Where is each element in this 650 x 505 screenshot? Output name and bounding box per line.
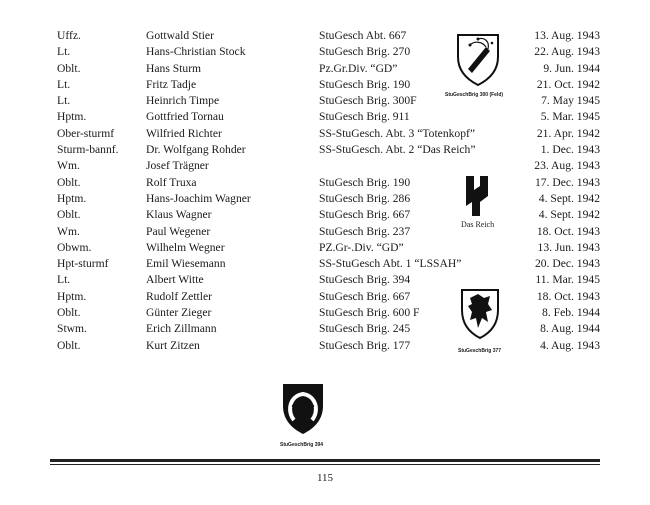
table-row xyxy=(0,272,650,288)
name-cell: Paul Wegener xyxy=(146,224,211,238)
table-row xyxy=(0,109,650,125)
table-row xyxy=(0,338,650,354)
date-cell: 8. Feb. 1944 xyxy=(542,306,600,320)
emblem-stugeschbrig-300 xyxy=(456,33,500,92)
rank-cell: Sturm-bannf. xyxy=(57,143,119,157)
rank-cell: Hpt-sturmf xyxy=(57,257,109,271)
date-cell: 23. Aug. 1943 xyxy=(534,159,600,173)
footer-rule-thin xyxy=(50,464,600,465)
date-cell: 13. Jun. 1943 xyxy=(537,240,600,254)
wolfsangel-icon xyxy=(462,174,492,218)
date-cell: 21. Apr. 1942 xyxy=(536,126,600,140)
rank-cell: Ober-sturmf xyxy=(57,126,115,140)
name-cell: Albert Witte xyxy=(146,273,204,287)
table-row xyxy=(0,240,650,256)
table-row xyxy=(0,191,650,207)
unit-cell: StuGesch Brig. 177 xyxy=(319,338,411,352)
table-row xyxy=(0,77,650,93)
rank-cell: Wm. xyxy=(57,159,80,173)
unit-cell: StuGesch Brig. 245 xyxy=(319,322,411,336)
page-number: 115 xyxy=(316,472,334,484)
name-cell: Rolf Truxa xyxy=(146,175,197,189)
table-row xyxy=(0,142,650,158)
date-cell: 9. Jun. 1944 xyxy=(543,61,600,75)
name-cell: Dr. Wolfgang Rohder xyxy=(146,143,246,157)
unit-cell: StuGesch Brig. 286 xyxy=(319,191,411,205)
rank-cell: Oblt. xyxy=(57,306,81,320)
table-row xyxy=(0,207,650,223)
unit-cell: StuGesch Brig. 667 xyxy=(319,289,411,303)
unit-cell: StuGesch Brig. 190 xyxy=(319,77,411,91)
name-cell: Klaus Wagner xyxy=(146,208,212,222)
unit-cell: StuGesch Brig. 911 xyxy=(319,110,410,124)
rank-cell: Oblt. xyxy=(57,175,81,189)
date-cell: 4. Sept. 1942 xyxy=(538,191,600,205)
date-cell: 5. Mar. 1945 xyxy=(540,110,600,124)
date-cell: 20. Dec. 1943 xyxy=(534,257,600,271)
name-cell: Josef Trägner xyxy=(146,159,209,173)
rank-cell: Obwm. xyxy=(57,240,92,254)
name-cell: Fritz Tadje xyxy=(146,77,197,91)
rank-cell: Lt. xyxy=(57,94,71,108)
award-table xyxy=(0,28,650,354)
name-cell: Wilfried Richter xyxy=(146,126,222,140)
table-row xyxy=(0,175,650,191)
rank-cell: Oblt. xyxy=(57,338,81,352)
date-cell: 8. Aug. 1944 xyxy=(540,322,600,336)
emblem-stugeschbrig-394 xyxy=(281,382,325,441)
table-row xyxy=(0,126,650,142)
rank-cell: Lt. xyxy=(57,45,71,59)
emblem-caption-das-reich: Das Reich xyxy=(461,220,495,229)
date-cell: 21. Oct. 1942 xyxy=(536,77,600,91)
unit-cell: StuGesch Brig. 300F xyxy=(319,94,417,108)
unit-cell: StuGesch Brig. 237 xyxy=(319,224,411,238)
rank-cell: Stwm. xyxy=(57,322,87,336)
name-cell: Wilhelm Wegner xyxy=(146,240,225,254)
name-cell: Kurt Zitzen xyxy=(146,338,200,352)
date-cell: 18. Oct. 1943 xyxy=(536,224,600,238)
name-cell: Heinrich Timpe xyxy=(146,94,220,108)
rank-cell: Uffz. xyxy=(57,29,81,42)
table-row xyxy=(0,289,650,305)
unit-cell: Pz.Gr.Div. “GD” xyxy=(319,61,398,75)
rank-cell: Oblt. xyxy=(57,208,81,222)
date-cell: 4. Aug. 1943 xyxy=(540,338,600,352)
unit-cell: SS-StuGesch Abt. 1 “LSSAH” xyxy=(319,257,462,271)
emblem-das-reich xyxy=(462,174,492,223)
rank-cell: Wm. xyxy=(57,224,80,238)
name-cell: Hans-Christian Stock xyxy=(146,45,246,59)
date-cell: 1. Dec. 1943 xyxy=(540,143,600,157)
date-cell: 18. Oct. 1943 xyxy=(536,289,600,303)
table-row xyxy=(0,93,650,109)
footer-rule-thick xyxy=(50,459,600,462)
unit-cell: SS-StuGesch. Abt. 3 “Totenkopf” xyxy=(319,126,476,140)
table-row xyxy=(0,158,650,174)
name-cell: Rudolf Zettler xyxy=(146,289,213,303)
unit-cell: StuGesch Brig. 667 xyxy=(319,208,411,222)
rank-cell: Hptm. xyxy=(57,110,87,124)
name-cell: Günter Zieger xyxy=(146,306,212,320)
name-cell: Hans Sturm xyxy=(146,61,202,75)
emblem-caption-brig377: StuGeschBrig 377 xyxy=(458,348,502,354)
name-cell: Gottwald Stier xyxy=(146,29,214,42)
rank-cell: Hptm. xyxy=(57,289,87,303)
rank-cell: Hptm. xyxy=(57,191,87,205)
date-cell: 7. May 1945 xyxy=(541,94,600,108)
table-row xyxy=(0,256,650,272)
unit-cell: StuGesch Brig. 394 xyxy=(319,273,411,287)
unit-cell: PZ.Gr-.Div. “GD” xyxy=(319,240,404,254)
name-cell: Emil Wiesemann xyxy=(146,257,226,271)
name-cell: Gottfried Tornau xyxy=(146,110,224,124)
rank-cell: Oblt. xyxy=(57,61,81,75)
emblem-caption-brig394: StuGeschBrig 394 xyxy=(280,442,324,448)
shield-griffin-icon xyxy=(460,288,500,340)
unit-cell: StuGesch Abt. 667 xyxy=(319,29,407,42)
table-row xyxy=(0,44,650,60)
emblem-caption-brig300: StuGeschBrig 300 (Feld) xyxy=(445,92,504,98)
name-cell: Erich Zillmann xyxy=(146,322,217,336)
unit-cell: StuGesch Brig. 190 xyxy=(319,175,411,189)
table-row xyxy=(0,321,650,337)
emblem-stugeschbrig-377 xyxy=(460,288,500,345)
unit-cell: StuGesch Brig. 270 xyxy=(319,45,411,59)
date-cell: 13. Aug. 1943 xyxy=(534,29,600,42)
unit-cell: StuGesch Brig. 600 F xyxy=(319,306,420,320)
table-row xyxy=(0,28,650,44)
rank-cell: Lt. xyxy=(57,77,71,91)
rank-cell: Lt. xyxy=(57,273,71,287)
date-cell: 4. Sept. 1942 xyxy=(538,208,600,222)
shield-comet-icon xyxy=(456,33,500,87)
table-row xyxy=(0,224,650,240)
date-cell: 22. Aug. 1943 xyxy=(534,45,600,59)
table-row xyxy=(0,305,650,321)
shield-horseshoe-icon xyxy=(281,382,325,436)
date-cell: 17. Dec. 1943 xyxy=(534,175,600,189)
unit-cell: SS-StuGesch. Abt. 2 “Das Reich” xyxy=(319,143,476,157)
date-cell: 11. Mar. 1945 xyxy=(535,273,600,287)
table-row xyxy=(0,61,650,77)
name-cell: Hans-Joachim Wagner xyxy=(146,191,251,205)
